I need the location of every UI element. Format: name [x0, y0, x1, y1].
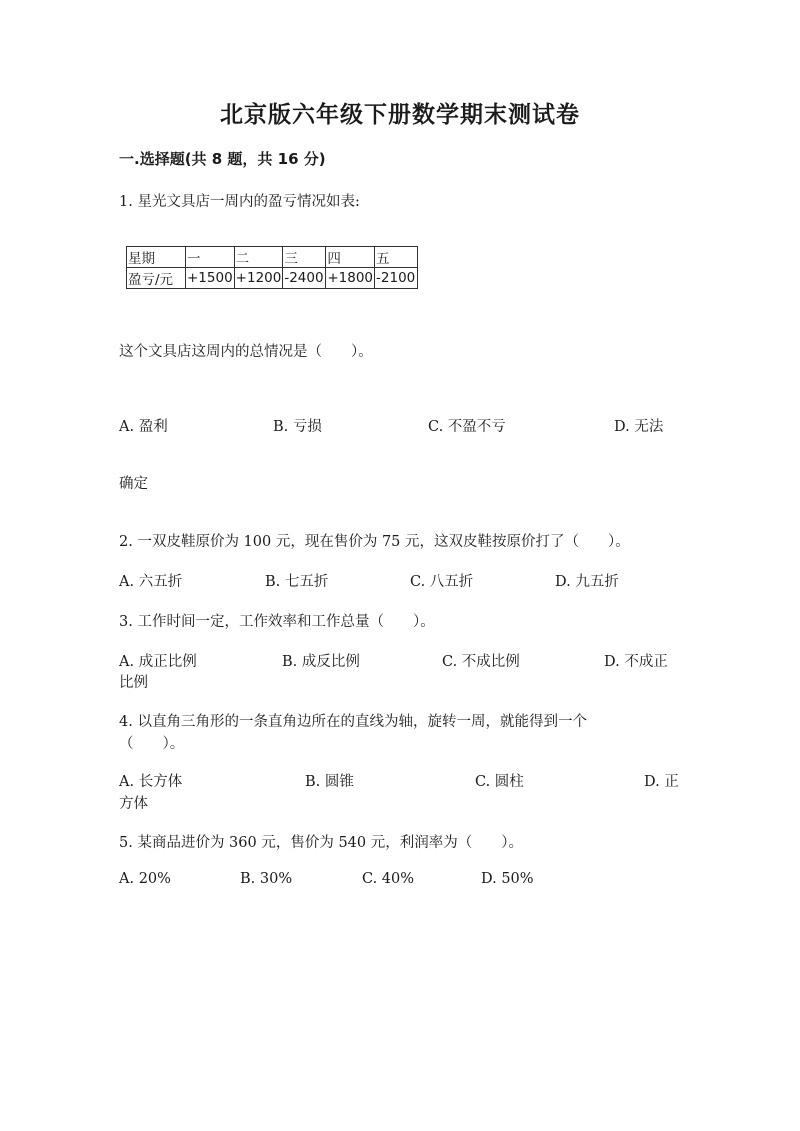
question-1-option-d-wrap: 确定 [119, 476, 148, 492]
question-5-option-a[interactable]: A. 20% [119, 871, 171, 887]
question-2-option-b[interactable]: B. 七五折 [265, 574, 329, 590]
question-3-stem: 3. 工作时间一定，工作效率和工作总量（ ）。 [119, 614, 435, 630]
question-3-option-a[interactable]: A. 成正比例 [119, 654, 197, 670]
question-1-option-b[interactable]: B. 亏损 [273, 419, 322, 435]
question-3-option-d-wrap: 比例 [119, 675, 148, 691]
table-row [127, 247, 418, 268]
question-4-option-a[interactable]: A. 长方体 [119, 774, 183, 790]
page-title: 北京版六年级下册数学期末测试卷 [220, 102, 580, 128]
question-4-option-b[interactable]: B. 圆锥 [305, 774, 354, 790]
question-3-option-d[interactable]: D. 不成正 [604, 654, 668, 670]
question-1-stem: 1. 星光文具店一周内的盈亏情况如表: [119, 194, 360, 210]
question-4-option-d-wrap: 方体 [119, 796, 148, 812]
question-1-option-c[interactable]: C. 不盈不亏 [428, 419, 506, 435]
table-cell: +1200 [234, 268, 283, 289]
question-5-stem: 5. 某商品进价为 360 元，售价为 540 元，利润率为（ ）。 [119, 835, 523, 851]
table-cell: +1800 [326, 268, 375, 289]
question-4-stem-wrap: （ ）。 [119, 736, 185, 752]
question-3-option-b[interactable]: B. 成反比例 [282, 654, 360, 670]
table-cell: 二 [234, 247, 283, 268]
table-cell: 星期 [127, 247, 186, 268]
question-2-option-d[interactable]: D. 九五折 [555, 574, 619, 590]
table-cell: 盈亏/元 [127, 268, 186, 289]
question-1-option-a[interactable]: A. 盈利 [119, 419, 168, 435]
question-1-prompt: 这个文具店这周内的总情况是（ ）。 [119, 344, 373, 360]
question-4-option-c[interactable]: C. 圆柱 [475, 774, 524, 790]
profit-table [126, 246, 418, 289]
question-3-option-c[interactable]: C. 不成比例 [442, 654, 520, 670]
table-cell: 一 [186, 247, 235, 268]
question-4-option-d[interactable]: D. 正 [644, 774, 679, 790]
question-5-option-d[interactable]: D. 50% [481, 871, 534, 887]
question-4-stem: 4. 以直角三角形的一条直角边所在的直线为轴，旋转一周，就能得到一个 [119, 714, 587, 730]
table-cell: 三 [283, 247, 326, 268]
table-row [127, 268, 418, 289]
question-5-option-c[interactable]: C. 40% [362, 871, 415, 887]
table-cell: 四 [326, 247, 375, 268]
question-2-option-a[interactable]: A. 六五折 [119, 574, 183, 590]
table-cell: -2400 [283, 268, 326, 289]
table-cell: -2100 [375, 268, 418, 289]
question-2-stem: 2. 一双皮鞋原价为 100 元，现在售价为 75 元，这双皮鞋按原价打了（ ）。 [119, 534, 630, 550]
question-5-option-b[interactable]: B. 30% [240, 871, 293, 887]
section-heading: 一.选择题(共 8 题，共 16 分) [119, 150, 326, 168]
table-cell: 五 [375, 247, 418, 268]
question-1-option-d[interactable]: D. 无法 [614, 419, 664, 435]
question-2-option-c[interactable]: C. 八五折 [410, 574, 474, 590]
table-cell: +1500 [186, 268, 235, 289]
